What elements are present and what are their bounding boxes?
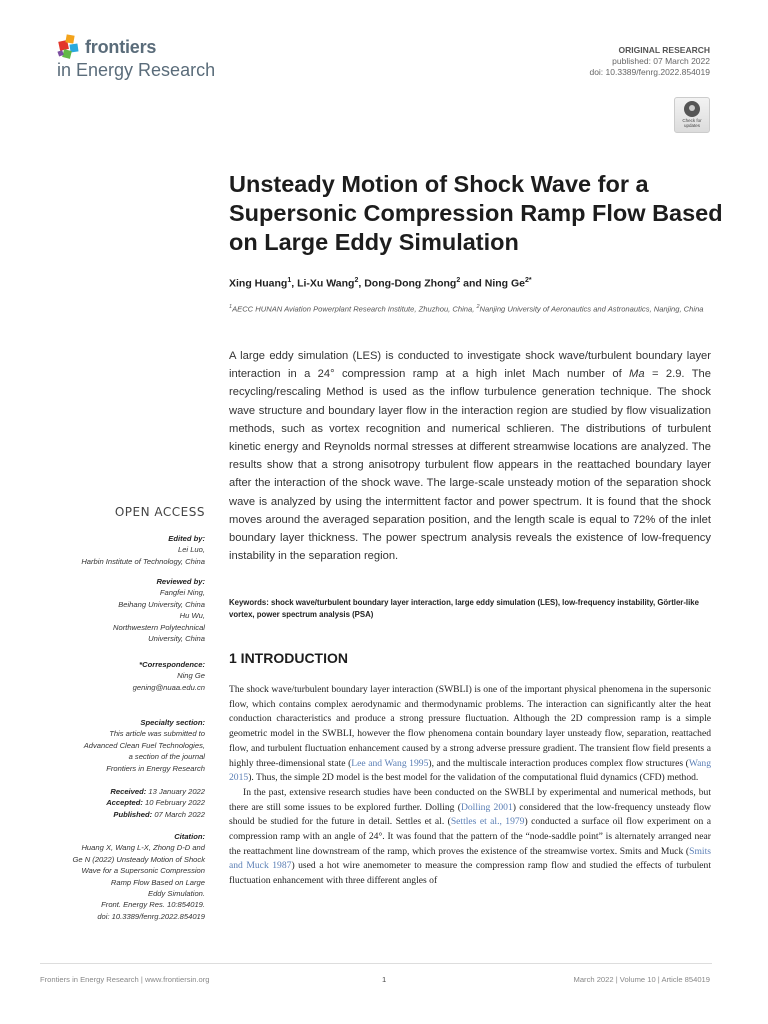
body-text: ) used a hot wire anemometer to measure the compression ramp flow and studied the effects of turbulent fluctuation enhancement with three different angles of bbox=[229, 860, 711, 887]
reference-link[interactable]: Settles et al., 1979 bbox=[450, 816, 525, 828]
abstract-math: Ma bbox=[629, 368, 645, 381]
sidebar-line: This article was submitted to bbox=[109, 729, 205, 739]
sidebar-line: Huang X, Wang L-X, Zhong D-D and bbox=[81, 843, 205, 853]
abstract bbox=[229, 347, 711, 565]
author-affil-mark: 2 bbox=[354, 277, 359, 284]
correspondence-email-link[interactable]: gening@nuaa.edu.cn bbox=[132, 682, 205, 692]
footer-divider bbox=[40, 963, 712, 964]
article-type: ORIGINAL RESEARCH bbox=[618, 45, 710, 55]
citation-block bbox=[40, 831, 205, 922]
sidebar-label: Accepted: bbox=[106, 798, 143, 808]
badge-line2: updates bbox=[683, 123, 700, 128]
sidebar-line: University, China bbox=[148, 634, 205, 644]
affil-text: AECC HUNAN Aviation Powerplant Research Institute, Zhuzhou, China, bbox=[232, 304, 475, 314]
body-text: ) conducted a surface oil flow experiment on a compression ramp with an angle of 24°. It was found that the pattern of the “node-saddle point” is alternately arranged near the reattachment line downstream of the ramp, which proves the existence of the streamwise vortex. Smits and Muck ( bbox=[229, 816, 712, 857]
author-name[interactable]: Ning Ge bbox=[484, 277, 526, 290]
check-for-updates-badge[interactable] bbox=[674, 97, 710, 133]
sidebar-label: Specialty section: bbox=[140, 718, 205, 727]
article-title: Unsteady Motion of Shock Wave for a Supersonic Compression Ramp Flow Based on Large Eddy Simulation bbox=[229, 171, 723, 255]
doi[interactable]: doi: 10.3389/fenrg.2022.854019 bbox=[589, 67, 710, 77]
sidebar-line: Ning Ge bbox=[177, 671, 205, 681]
body-text: In the past, extensive research studies have been conducted on the SWBLI by experimental and numerical methods, but there are still some issues to be explored further. Dolling ( bbox=[229, 786, 711, 813]
sidebar-value: 10 February 2022 bbox=[145, 798, 205, 808]
edited-by-block bbox=[40, 533, 205, 567]
section-heading: 1 INTRODUCTION bbox=[229, 650, 348, 666]
sidebar-value: 13 January 2022 bbox=[148, 787, 205, 796]
affil-text: Nanjing University of Aeronautics and Astronautics, Nanjing, China bbox=[479, 304, 704, 314]
footer-issue-info: March 2022 | Volume 10 | Article 854019 bbox=[573, 975, 710, 984]
journal-brand: frontiers bbox=[85, 37, 157, 57]
reviewed-by-block bbox=[40, 576, 205, 644]
correspondence-block bbox=[40, 659, 205, 693]
paragraph bbox=[229, 786, 711, 889]
citation-doi-link[interactable]: doi: 10.3389/fenrg.2022.854019 bbox=[97, 911, 205, 921]
sidebar-line: Ge N (2022) Unsteady Motion of Shock bbox=[72, 854, 205, 864]
body-text: ). Thus, the simple 2D model is the best model for the validation of the computational fluid dynamics (CFD) method. bbox=[248, 772, 699, 784]
author-name[interactable]: Li-Xu Wang bbox=[297, 277, 355, 290]
sidebar-line: Wave for a Supersonic Compression bbox=[81, 866, 205, 876]
check-for-updates-icon bbox=[684, 101, 700, 117]
page-number: 1 bbox=[382, 975, 387, 984]
sidebar-label: Published: bbox=[113, 809, 153, 819]
sidebar-label: Reviewed by: bbox=[156, 577, 205, 586]
body-text: The shock wave/turbulent boundary layer interaction (SWBLI) is one of the important physical phenomena in the supersonic flow, which contains complex aerodynamic and thermodynamic problems. The interaction can significantly alter the heat conduction characteristics and produce a strong pressure fluctuation. Although the 2D compression ramp is a simple geometric model in the SWBLI, however the flow phenomena contain boundary layer unsteady flow, separation, reattached flow, and turbulent fluctuation enhancement caused by a strong adverse pressure gradient. The transient flow field presents a highly three-dimensional state ( bbox=[229, 684, 711, 769]
frontiers-logo-icon bbox=[57, 33, 83, 61]
reference-link[interactable]: Wang 2015 bbox=[229, 757, 712, 784]
specialty-section-block bbox=[40, 717, 205, 774]
reference-link[interactable]: Dolling 2001 bbox=[460, 801, 513, 813]
sidebar-line: Frontiers in Energy Research bbox=[106, 763, 205, 773]
sidebar-line: Advanced Clean Fuel Technologies, bbox=[83, 740, 205, 750]
accepted-date bbox=[40, 797, 205, 808]
author-affil-mark: 2* bbox=[525, 277, 532, 284]
paragraph bbox=[229, 683, 711, 786]
dates-block bbox=[40, 786, 205, 820]
sidebar-line: Eddy Simulation. bbox=[148, 889, 205, 899]
reference-link[interactable]: Smits and Muck 1987 bbox=[229, 845, 711, 872]
sidebar-label: Received: bbox=[110, 787, 147, 796]
sidebar-value: 07 March 2022 bbox=[154, 809, 205, 819]
sidebar-label: *Correspondence: bbox=[139, 660, 205, 669]
sidebar-line: Front. Energy Res. 10:854019. bbox=[101, 900, 205, 910]
sidebar-label: Citation: bbox=[174, 832, 205, 841]
sidebar-line: Ramp Flow Based on Large bbox=[110, 877, 205, 887]
author-name[interactable]: Dong-Dong Zhong bbox=[364, 277, 457, 290]
received-date bbox=[40, 786, 205, 797]
footer-journal-link[interactable]: Frontiers in Energy Research | www.frontiersin.org bbox=[40, 975, 210, 984]
badge-line1: Check for bbox=[682, 118, 702, 123]
sidebar-line[interactable]: Hu Wu, bbox=[179, 611, 205, 621]
author-name[interactable]: Xing Huang bbox=[229, 277, 288, 290]
journal-name: in Energy Research bbox=[57, 60, 216, 80]
affiliations bbox=[229, 301, 714, 316]
sidebar-line: a section of the journal bbox=[128, 752, 205, 762]
author-list: Xing Huang$^1$, Li-Xu Wang$^2$, Dong-Dong Zhong$^2$ and Ning $Ge^{2*}$ bbox=[229, 277, 532, 290]
keywords: Keywords: shock wave/turbulent boundary layer interaction, large eddy simulation (LES), low-frequency instability, Görtler-like vortex, power spectrum analysis (PSA) bbox=[229, 598, 699, 619]
open-access-label: OPEN ACCESS bbox=[114, 505, 205, 519]
article-meta bbox=[589, 45, 710, 78]
sidebar-line: Northwestern Polytechnical bbox=[112, 622, 205, 632]
reference-link[interactable]: Lee and Wang 1995 bbox=[351, 757, 429, 769]
sidebar-line: Harbin Institute of Technology, China bbox=[81, 556, 205, 566]
author-affil-mark: 1 bbox=[287, 277, 292, 284]
published-date-side bbox=[40, 809, 205, 820]
body-text: ), and the multiscale interaction produces complex flow structures ( bbox=[428, 757, 689, 769]
abstract-text: = 2.9. The recycling/rescaling Method is used as the inflow turbulence generation technique. The shock wave structure and boundary layer flow in the interaction region are studied by flow visualization methods, such as vortex recognition and numerical schlieren. The distributions of turbulent kinetic energy and Reynolds normal stresses at different streamwise locations are analyzed. The results show that a strong anisotropy turbulent flow appears in the reattached boundary layer after the interaction of the shock wave. The large-scale unsteady motion of the separation shock wave is analyzed by using the intermittent factor and power spectrum. It is found that the shock moves around the averaged separation position, and the length scale is equal to 72% of the inlet boundary layer thickness. The power spectrum analysis reveals the existence of low-frequency instability in the separation region. bbox=[229, 368, 711, 563]
affil-mark: 1 bbox=[229, 304, 233, 310]
sidebar-label: Edited by: bbox=[168, 534, 205, 543]
abstract-text: A large eddy simulation (LES) is conducted to investigate shock wave/turbulent boundary layer interaction in a 24° compression ramp at a high inlet Mach number of bbox=[229, 350, 711, 381]
author-affil-mark: 2 bbox=[456, 277, 461, 284]
sidebar-line: Beihang University, China bbox=[118, 599, 205, 609]
intro-body bbox=[229, 683, 711, 889]
sidebar-line[interactable]: Fangfei Ning, bbox=[159, 588, 205, 598]
body-text: ) considered that the low-frequency unsteady flow should be studied for the future in detail. Settles et al. ( bbox=[229, 801, 711, 828]
affil-mark: 2 bbox=[476, 304, 480, 310]
published-date: published: 07 March 2022 bbox=[612, 56, 710, 66]
sidebar-line[interactable]: Lei Luo, bbox=[177, 545, 205, 555]
